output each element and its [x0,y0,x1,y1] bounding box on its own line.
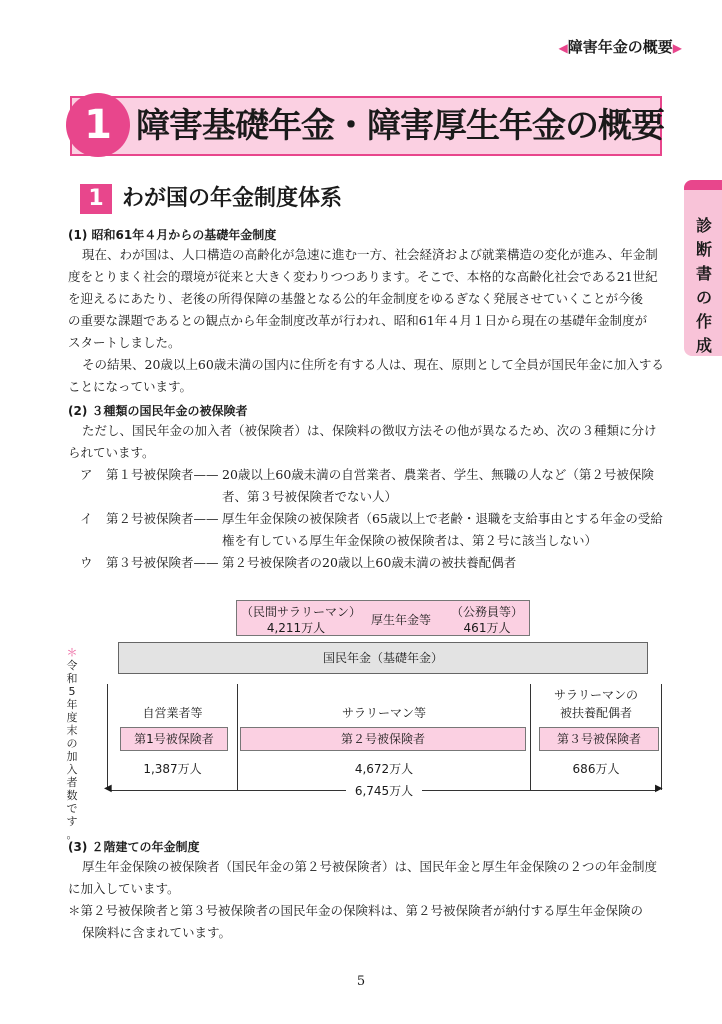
item-text-a2: 者、第３号被保険者でない人） [222,489,398,504]
item-label-u: 第３号被保険者—— [106,555,219,570]
cat2-label: サラリーマン等 [341,706,426,720]
arrow-right-icon: ▶ [655,783,663,794]
total-count: 6,745万人 [346,782,422,799]
item-label-i: 第２号被保険者—— [106,511,219,526]
section-title: わが国の年金制度体系 [122,186,343,211]
side-tab-text: 診 断 書 の 作 成 [695,216,712,355]
type3-box: 第３号被保険者 [539,727,659,751]
item-mark-u: ウ [80,555,93,570]
cat3-label-1: サラリーマンの [553,688,638,702]
item-label-a: 第１号被保険者—— [106,467,219,482]
text-line: スタートしました。 [68,335,181,350]
cat1-label: 自営業者等 [142,706,203,720]
left-triangle-icon: ◀ [558,41,568,55]
running-head-text: 障害年金の概要 [567,38,673,56]
s3-paragraph-1 [68,856,657,900]
text-line: られています。 [68,445,155,460]
s3-note [68,900,643,944]
type3-count: 686万人 [572,762,620,776]
s3-heading: (3) ２階建ての年金制度 [68,840,200,854]
kousei-right-label: （公務員等） [450,605,523,619]
kousei-nenkin-box [236,600,530,636]
type1-box: 第1号被保険者 [120,727,228,751]
type1-count: 1,387万人 [143,762,202,776]
title-number: 1 [66,93,130,157]
s2-paragraph-1 [68,420,657,464]
text-line: 現在、わが国は、人口構造の高齢化が急速に進む一方、社会経済および就業構造の変化が進み、年金制 [82,247,658,262]
section-number: 1 [80,184,112,214]
kousei-left-label: （民間サラリーマン） [241,605,362,619]
s1-paragraph-2 [68,354,664,398]
vertical-note [64,646,80,841]
text-line: ことになっています。 [68,379,193,394]
kokumin-nenkin-box: 国民年金（基礎年金） [118,642,648,674]
text-line: に加入しています。 [68,881,180,896]
side-tab-notch [684,180,722,190]
item-mark-a: ア [80,467,93,482]
item-mark-i: イ [80,511,93,526]
cat3-label-2: 被扶養配偶者 [559,706,632,720]
page-number: 5 [356,974,366,989]
arrow-left-icon: ◀ [104,783,112,794]
text-line: の重要な課題であるとの観点から年金制度改革が行われ、昭和61年４月１日から現在の基礎年金制度が [68,313,648,328]
text-line: 厚生年金保険の被保険者（国民年金の第２号被保険者）は、国民年金と厚生年金保険の２つの年金制度 [82,859,658,874]
right-triangle-icon: ▶ [672,41,682,55]
text-line: その結果、20歳以上60歳未満の国内に住所を有する人は、現在、原則として全員が国民年金に加入する [82,357,664,372]
kousei-center-label: 厚生年金等 [370,613,431,627]
text-line: を迎えるにあたり、老後の所得保障の基盤となる公的年金制度をゆるぎなく発展させていくことが今後 [68,291,644,306]
item-text-u1: 第２号被保険者の20歳以上60歳未満の被扶養配偶者 [222,555,517,570]
text-line: ＊第２号被保険者と第３号被保険者の国民年金の保険料は、第２号被保険者が納付する厚生年金保険の [68,903,644,918]
s1-heading: (1) 昭和61年４月からの基礎年金制度 [68,228,277,242]
item-text-i2: 権を有している厚生年金保険の被保険者は、第２号に該当しない） [222,533,598,548]
kousei-right-count: 461万人 [463,621,511,635]
asterisk-icon: ＊ [66,646,78,659]
type2-count: 4,672万人 [354,762,414,776]
text-line: 度をとりまく社会的環境が従来と大きく変わりつつあります。そこで、本格的な高齢化社会である21世紀 [68,269,658,284]
s2-heading: (2) ３種類の国民年金の被保険者 [68,404,248,418]
vertical-note-text: 令 和 5 年 度 末 の 加 入 者 数 で す 。 [66,659,78,841]
text-line: 保険料に含まれています。 [82,925,232,940]
kousei-left-count: 4,211万人 [266,621,326,635]
running-head [559,36,682,57]
divider-right [661,684,662,790]
item-text-a1: 20歳以上60歳未満の自営業者、農業者、学生、無職の人など（第２号被保険 [222,467,654,482]
page-title: 障害基礎年金・障害厚生年金の概要 [136,106,664,146]
type2-box: 第２号被保険者 [240,727,526,751]
item-text-i1: 厚生年金保険の被保険者（65歳以上で老齢・退職を支給事由とする年金の受給 [222,511,663,526]
text-line: ただし、国民年金の加入者（被保険者）は、保険料の徴収方法その他が異なるため、次の３種類に分け [82,423,657,438]
s1-paragraph-1 [68,244,658,354]
